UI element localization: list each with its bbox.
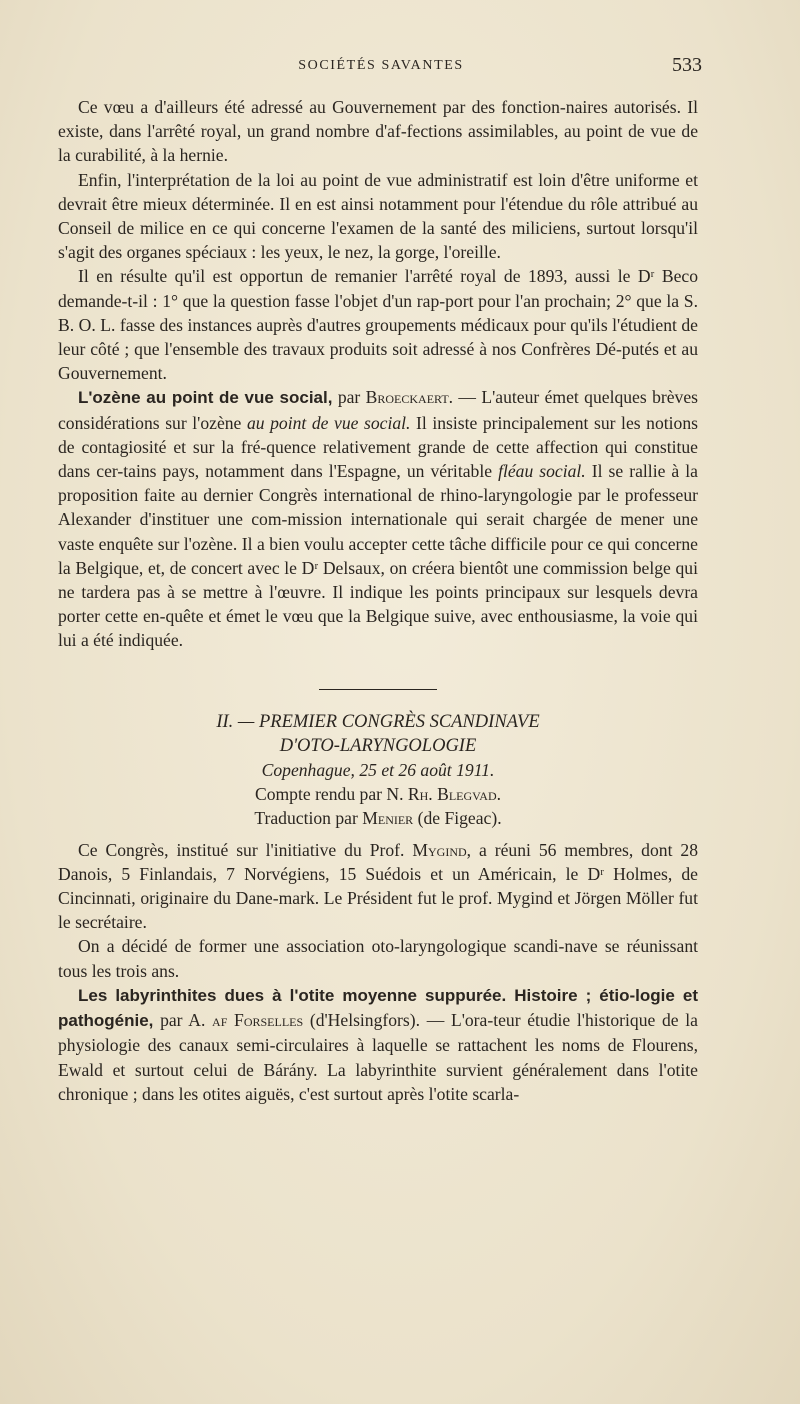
section-place-date: Copenhague, 25 et 26 août 1911.: [261, 759, 495, 780]
section-divider: [319, 689, 437, 690]
paragraph-congres: [58, 838, 698, 935]
section-report-by: [58, 782, 698, 806]
running-head: SOCIÉTÉS SAVANTES: [298, 58, 464, 73]
translation-prefix: Traduction par: [254, 807, 363, 828]
congres-text-a: Ce Congrès, institué sur l'initiative du Prof.: [78, 839, 413, 860]
translation-suffix: (de Figeac).: [413, 807, 502, 828]
labyrinthites-par: par A.: [153, 1010, 213, 1031]
ozene-heading: L'ozène au point de vue social,: [78, 388, 333, 408]
labyrinthites-author: af Forselles: [212, 1010, 304, 1031]
labyrinthites-text: (d'Helsingfors). — L'ora-teur étudie l'historique de la physiologie des canaux semi-circulaires à laquelle se rattachent les noms de Flourens, Ewald et surtout celui de Bárány. La labyrinthite survient généralement dans l'otite chronique ; dans les otites aiguës, c'est surtout après l'otite scarla-: [58, 1010, 698, 1104]
report-prefix: Compte rendu par N.: [254, 783, 408, 804]
section-heading: [58, 710, 698, 830]
labyrinthites-heading: Les labyrinthites dues à l'otite moyenne suppurée. Histoire ; étio-logie et pathogénie,: [58, 985, 698, 1031]
report-name: Rh. Blegvad: [407, 783, 497, 804]
section-title-line-2: D'OTO-LARYNGOLOGIE: [279, 735, 477, 756]
paragraph-interpretation: Enfin, l'interprétation de la loi au point de vue administratif est loin d'être uniforme et devrait être mieux déterminée. Il en est ainsi notamment pour l'étendue du rôle attribué au Conseil de milice en ce qui concerne l'examen de la santé des miliciens, surtout lorsqu'il s'agit des organes spéciaux : les yeux, le nez, la gorge, l'oreille.: [58, 169, 698, 263]
page-body: [58, 95, 698, 1106]
ozene-author: Broeckaert: [365, 387, 449, 408]
translation-name: Menier: [362, 807, 414, 828]
paragraph-voeu: Ce vœu a d'ailleurs été adressé au Gouvernement par des fonction-naires autorisés. Il existe, dans l'arrêté royal, un grand nombre d'af-fections assimilables, au point de vue de la curabilité, à la hernie.: [58, 97, 698, 166]
ozene-par: par: [332, 387, 366, 408]
ozene-text-a: . — L'auteur émet quelques brèves considérations sur l'ozène: [58, 387, 698, 433]
report-suffix: .: [496, 783, 502, 804]
paragraph-ozene: [58, 385, 698, 652]
section-title-line-1: II. — PREMIER CONGRÈS SCANDINAVE: [216, 711, 540, 732]
section-translation: [58, 806, 698, 830]
congres-text-b: , a réuni 56 membres, dont 28 Danois, 5 Finlandais, 7 Norvégiens, 15 Suédois et un Américain, le Dʳ Holmes, de Cincinnati, originaire du Dane-mark. Le Président fut le prof. Mygind et Jörgen Möller fut le secrétaire.: [58, 839, 698, 933]
ozene-text-c: Il se rallie à la proposition faite au dernier Congrès international de rhino-laryngologie par le professeur Alexander d'instituer une com-mission internationale qui serait chargée de mener une vaste enquête sur l'ozène. Il a bien voulu accepter cette tâche difficile pour ce qui concerne la Belgique, et, de concert avec le Dʳ Delsaux, on créera bientôt une commission belge qui ne tardera pas à se mettre à l'œuvre. Il indique les points principaux sur lesquels devra porter cette en-quête et émet le vœu que la Belgique suive, avec enthousiasme, la voie qui lui a été indiquée.: [58, 461, 698, 651]
paragraph-labyrinthites: [58, 983, 698, 1106]
paragraph-association: On a décidé de former une association oto-laryngologique scandi-nave se réunissant tous les trois ans.: [58, 936, 698, 981]
page-number: 533: [672, 54, 702, 76]
ozene-emphasis-1: au point de vue social.: [246, 412, 411, 433]
page-header: [60, 54, 702, 86]
congres-name: Mygind: [412, 839, 467, 860]
ozene-emphasis-2: fléau social.: [498, 461, 586, 482]
ozene-text-b: Il insiste principalement sur les notions de contagiosité et sur la fré-quence relativement grande de cette affection qui constitue dans cer-tains pays, notamment dans l'Espagne, un véritable: [58, 412, 698, 482]
paragraph-arrete-royal: Il en résulte qu'il est opportun de remanier l'arrêté royal de 1893, aussi le Dʳ Beco demande-t-il : 1° que la question fasse l'objet d'un rap-port pour l'an prochain; 2° que la S. B. O. L. fasse des instances auprès d'autres groupements médicaux pour qu'ils l'étudient de leur côté ; que l'ensemble des travaux produits soit adressé à nos Confrères Dé-putés et au Gouvernement.: [58, 266, 698, 384]
